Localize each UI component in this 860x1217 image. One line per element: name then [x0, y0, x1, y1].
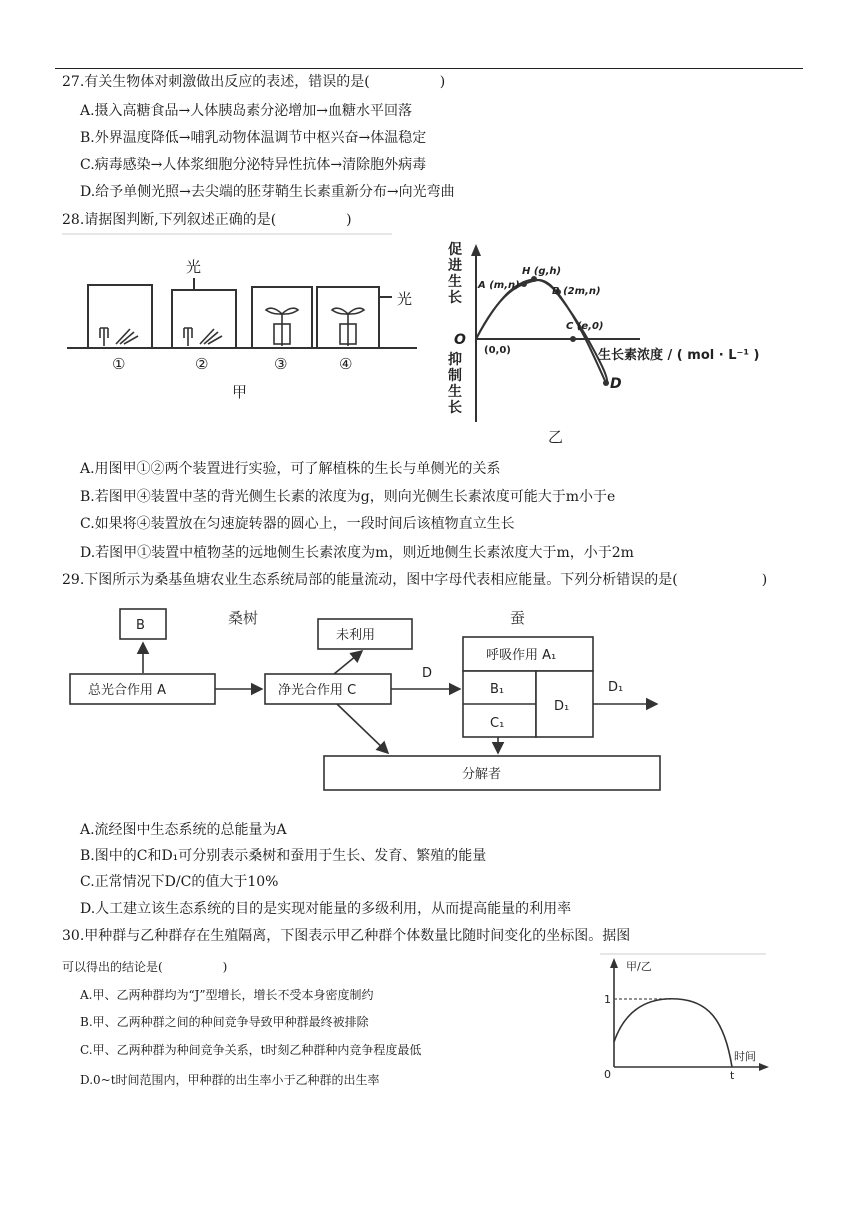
q27-option-a: A.摄入高糖食品→人体胰岛素分泌增加→血糖水平回落	[80, 103, 413, 119]
q29-option-b: B.图中的C和D₁可分别表示桑树和蚕用于生长、发育、繁殖的能量	[80, 848, 487, 864]
q30-option-b: B.甲、乙两种群之间的种间竞争导致甲种群最终被排除	[80, 1015, 369, 1029]
q28-option-b: B.若图甲④装置中茎的背光侧生长素的浓度为g，则向光侧生长素浓度可能大于m小于e	[80, 489, 616, 505]
q29-energy-flow-diagram	[62, 597, 682, 807]
ylabel-top-0: 促	[448, 242, 462, 258]
chart-origin: 0	[604, 1068, 611, 1081]
point-origin-label: (0,0)	[484, 345, 511, 356]
seedling-icon	[184, 328, 222, 346]
q28-figure-jia	[62, 232, 422, 422]
ylabel-bottom-2: 生	[448, 384, 462, 400]
device-label-2: ②	[195, 355, 209, 373]
box-b1: B₁	[490, 682, 505, 697]
q30-option-d: D.0~t时间范围内，甲种群的出生率小于乙种群的出生率	[80, 1073, 380, 1087]
point-h-label: H (g,h)	[522, 266, 562, 277]
q28-option-c: C.如果将④装置放在匀速旋转器的圆心上，一段时间后该植物直立生长	[80, 516, 515, 532]
box-decomposer: 分解者	[462, 767, 502, 782]
device-label-3: ③	[274, 355, 288, 373]
device-label-1: ①	[112, 355, 126, 373]
q27-option-c: C.病毒感染→人体浆细胞分泌特异性抗体→清除胞外病毒	[80, 157, 427, 173]
q30-stem-line1: 30.甲种群与乙种群存在生殖隔离，下图表示甲乙种群个体数量比随时间变化的坐标图。据图	[62, 928, 631, 944]
seedling-icon	[266, 308, 298, 346]
point-a-label: A (m,n)	[478, 280, 520, 291]
q29-option-a: A.流经图中生态系统的总能量为A	[80, 822, 287, 838]
point-b-label: B (2m,n)	[552, 286, 601, 297]
q29-option-c: C.正常情况下D/C的值大于10%	[80, 874, 279, 890]
ratio-curve	[614, 999, 732, 1067]
q29-stem: 29.下图所示为桑基鱼塘农业生态系统局部的能量流动，图中字母代表相应能量。下列分析错误的是( )	[62, 572, 768, 588]
silkworm-label: 蚕	[510, 609, 526, 627]
q30-option-a: A.甲、乙两种群均为“J”型增长，增长不受本身密度制约	[80, 988, 374, 1002]
top-rule	[55, 68, 803, 69]
q28-figure-yi	[440, 232, 800, 452]
q28-option-a: A.用图甲①②两个装置进行实验，可了解植株的生长与单侧光的关系	[80, 461, 501, 477]
q27-option-d: D.给予单侧光照→去尖端的胚芽鞘生长素重新分布→向光弯曲	[80, 184, 455, 200]
box-respiration: 呼吸作用 A₁	[486, 648, 557, 663]
point-d-label: D	[610, 376, 622, 392]
light-top-label: 光	[186, 258, 202, 276]
seedling-icon	[100, 328, 138, 346]
q29-option-d: D.人工建立该生态系统的目的是实现对能量的多级利用，从而提高能量的利用率	[80, 901, 572, 917]
chart-xlabel: 时间	[734, 1050, 756, 1063]
ylabel-top-2: 生	[448, 274, 462, 290]
ylabel-bottom-1: 制	[448, 368, 462, 384]
q27-option-b: B.外界温度降低→哺乳动物体温调节中枢兴奋→体温稳定	[80, 130, 427, 146]
box-total-photosynthesis: 总光合作用 A	[88, 683, 167, 698]
box-unused: 未利用	[336, 628, 376, 643]
arrow-d1-label: D₁	[608, 680, 624, 695]
q30-ratio-chart	[596, 952, 776, 1082]
box-d1: D₁	[554, 699, 570, 714]
q30-stem-line2: 可以得出的结论是( )	[62, 960, 228, 974]
q28-stem: 28.请据图判断,下列叙述正确的是( )	[62, 212, 352, 228]
ylabel-top-1: 进	[448, 258, 462, 274]
arrow-d-label: D	[422, 666, 433, 681]
chart-x-tick: t	[730, 1069, 735, 1082]
q30-option-c: C.甲、乙两种群为种间竞争关系，t时刻乙种群种内竞争程度最低	[80, 1043, 422, 1057]
q27-stem: 27.有关生物体对刺激做出反应的表述，错误的是( )	[62, 74, 446, 90]
box-net-photosynthesis: 净光合作用 C	[278, 683, 357, 698]
box-b-label: B	[136, 618, 145, 633]
box-c1: C₁	[490, 716, 505, 731]
seedling-icon	[332, 308, 364, 346]
x-axis-label: 生长素浓度 / ( mol · L⁻¹ )	[598, 348, 760, 363]
light-side-label: 光	[397, 290, 413, 308]
ylabel-top-3: 长	[448, 290, 462, 306]
q28-option-d: D.若图甲①装置中植物茎的远地侧生长素浓度为m，则近地侧生长素浓度大于m，小于2m	[80, 545, 634, 561]
chart-y-tick: 1	[604, 993, 611, 1006]
chart-ylabel: 甲/乙	[626, 960, 652, 973]
mulberry-label: 桑树	[228, 609, 259, 627]
ylabel-bottom-0: 抑	[448, 352, 462, 368]
figure-jia-caption: 甲	[232, 383, 248, 401]
ylabel-bottom-3: 长	[448, 400, 462, 416]
origin-label: O	[454, 332, 466, 348]
point-c-label: C (e,0)	[566, 321, 604, 332]
figure-yi-caption: 乙	[548, 428, 564, 446]
device-label-4: ④	[339, 355, 353, 373]
